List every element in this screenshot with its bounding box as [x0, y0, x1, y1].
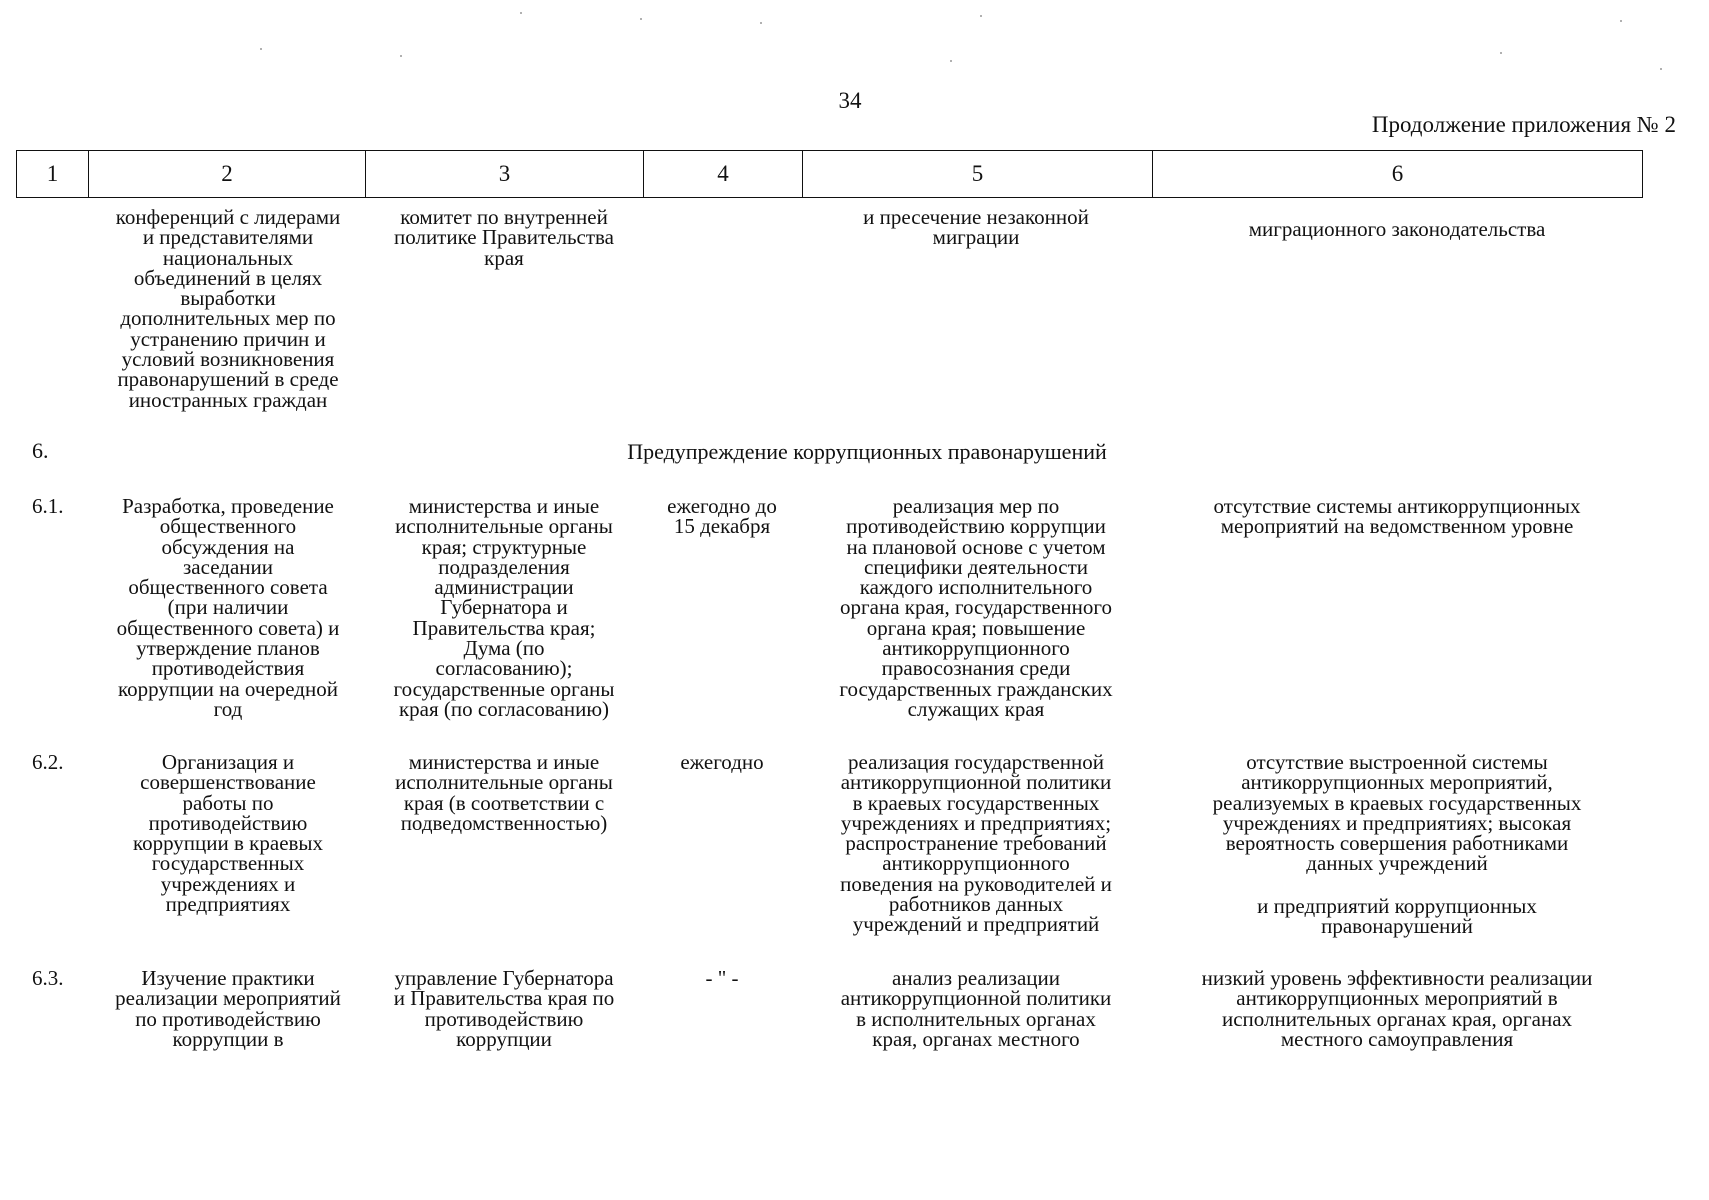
row-result: анализ реализации антикоррупционной политики в исполнительных органах края, органах местного [840, 966, 1112, 1051]
carryover-responsible: комитет по внутренней политике Правительства края [394, 205, 614, 270]
row-responsible: министерства и иные исполнительные органы края; структурные подразделения администрации Губернатора и Правительства края; Дума (по согласованию); государственные органы края (по согласованию) [393, 494, 615, 721]
row-result: реализация государственной антикоррупционной политики в краевых государственных учреждениях и предприятиях; распространение требований антикоррупционного поведения на руководителей и работников данных учреждений и предприятий [840, 750, 1112, 937]
row-consequence: низкий уровень эффективности реализации антикоррупционных мероприятий в исполнительных органах края, органах местного самоуправления [1201, 966, 1593, 1051]
row-action: Разработка, проведение общественного обсуждения на заседании общественного совета (при наличии общественного совета) и утверждение планов противодействия коррупции на очередной год [116, 494, 340, 721]
row-consequence: отсутствие системы антикоррупционных мероприятий на ведомственном уровне [1213, 494, 1581, 539]
column-header-2: 2 [89, 151, 366, 198]
row-responsible: министерства и иные исполнительные органы края (в соответствии с подведомственностью) [395, 750, 613, 835]
row-deadline: ежегодно [680, 750, 764, 774]
section-title: Предупреждение коррупционных правонарушений [627, 439, 1107, 464]
column-header-1: 1 [17, 151, 89, 198]
continuation-label: Продолжение приложения № 2 [1371, 112, 1676, 137]
carryover-action: конференций с лидерами и представителями национальных объединений в целях выработки дополнительных мер по устранению причин и условий возникновения правонарушений в среде иностранных граждан [115, 205, 341, 412]
row-deadline: ежегодно до 15 декабря [667, 494, 777, 539]
column-header-5: 5 [803, 151, 1153, 198]
column-header-6: 6 [1153, 151, 1643, 198]
row-result: реализация мер по противодействию коррупции на плановой основе с учетом специфики деятельности каждого исполнительного органа края, государственного органа края; повышение антикоррупционного правосознания среди государственных гражданских служащих края [839, 494, 1113, 721]
column-header-3: 3 [366, 151, 644, 198]
carryover-consequence: миграционного законодательства [1248, 217, 1546, 241]
row-number: 6.2. [32, 750, 64, 774]
section-number: 6. [32, 438, 49, 463]
row-number: 6.3. [32, 966, 64, 990]
row-number: 6.1. [32, 494, 64, 518]
column-header-4: 4 [644, 151, 803, 198]
row-consequence-continued: и предприятий коррупционных правонарушений [1257, 894, 1537, 939]
carryover-result: и пресечение незаконной миграции [863, 205, 1089, 250]
row-consequence: отсутствие выстроенной системы антикоррупционных мероприятий, реализуемых в краевых государственных учреждениях и предприятиях; высокая вероятность совершения работниками данных учреждений [1212, 750, 1582, 876]
column-header-row [16, 150, 1643, 198]
row-action: Организация и совершенствование работы по противодействию коррупции в краевых государственных учреждениях и предприятиях [132, 750, 324, 917]
page-number: 34 [838, 88, 862, 113]
row-deadline: - " - [705, 966, 739, 990]
row-action: Изучение практики реализации мероприятий по противодействию коррупции в [115, 966, 341, 1051]
row-responsible: управление Губернатора и Правительства края по противодействию коррупции [393, 966, 615, 1051]
